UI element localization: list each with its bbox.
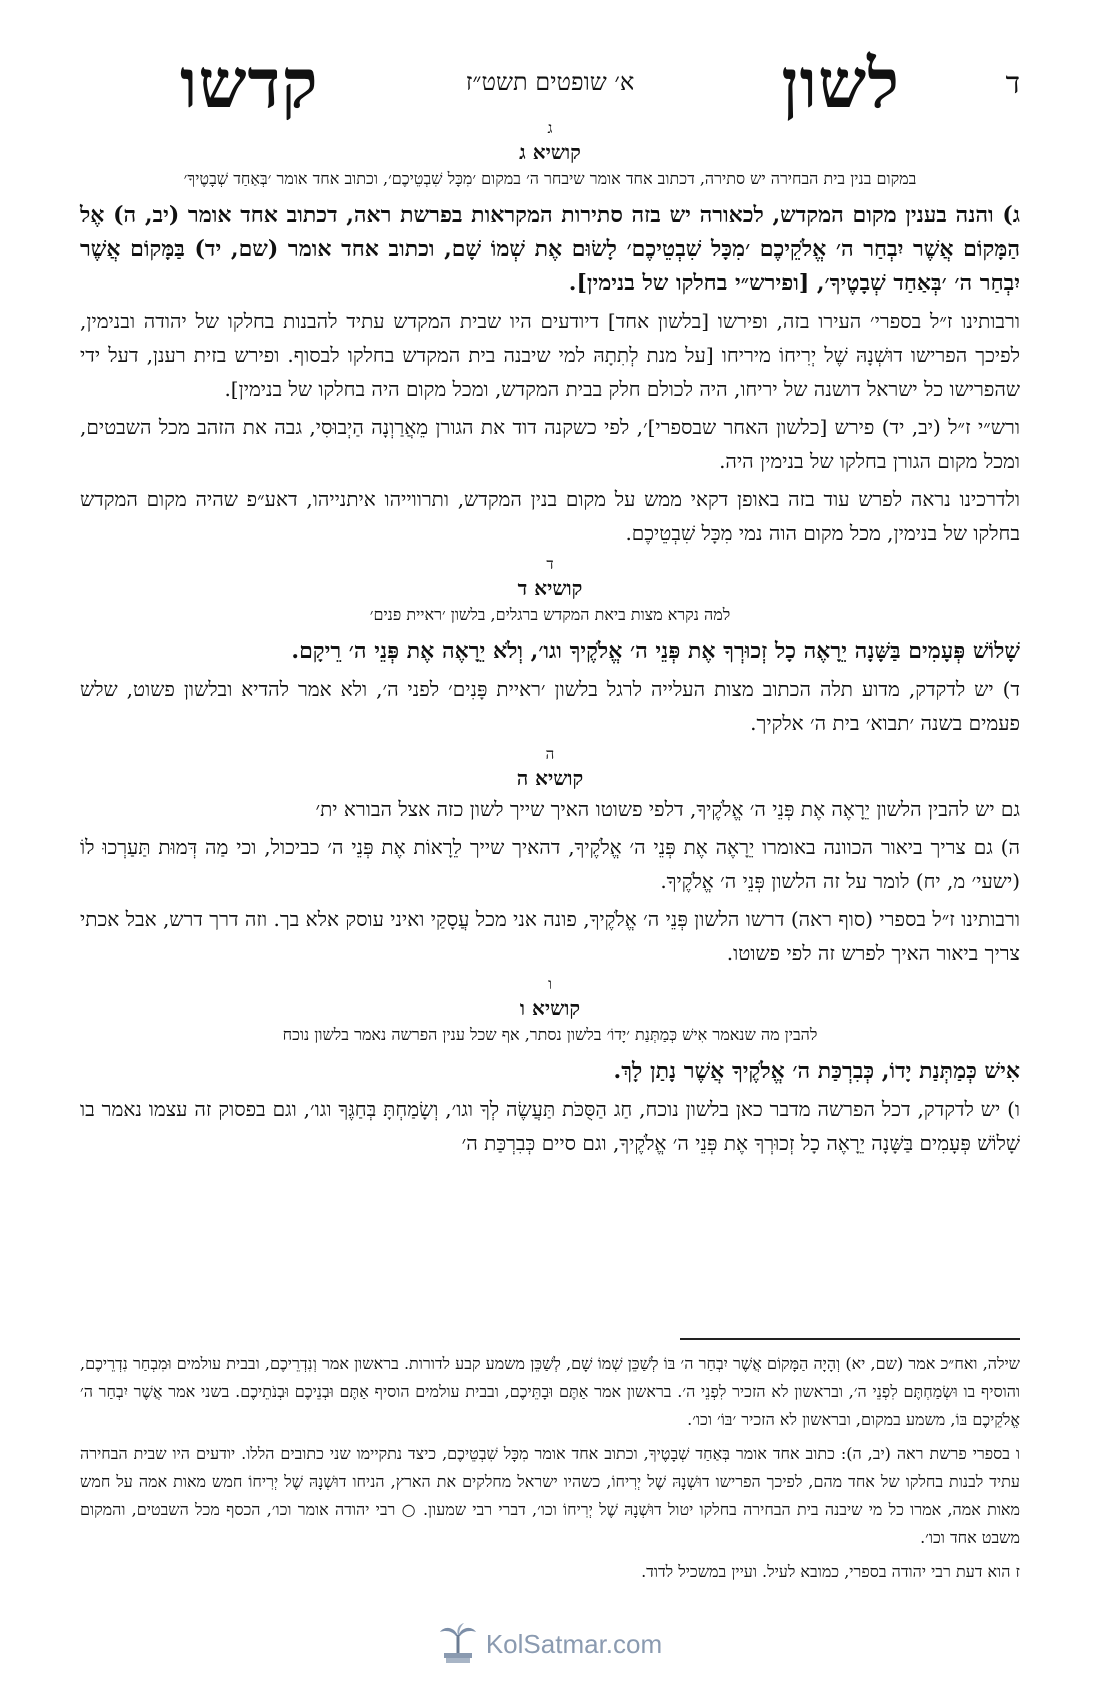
paragraph: ורש״י ז״ל (יב, יד) פירש [כלשון האחר שבספרי]׳, לפי כשקנה דוד את הגורן מֵאֲרַוְנָה הַיְבוּסִי, גבה את הזהב מכל השבטים, ומכל מקום הגורן בחלקו של בנימין היה.	[80, 415, 1020, 473]
paragraph: ד) יש לדקדק, מדוע תלה הכתוב מצות העלייה לרגל בלשון ׳ראיית פָּנִים׳ לפני ה׳, ולא אמר להדיא ובלשון פשוט, שלש פעמים בשנה ׳תבוא׳ בית ה׳ אלקיך.	[80, 677, 1020, 735]
section-letter: ד	[546, 555, 554, 573]
section-title: קושיא ה	[516, 766, 584, 790]
header-title-left: קדשו	[180, 44, 319, 124]
section-letter: ג	[547, 119, 553, 137]
paragraph: ג) והנה בענין מקום המקדש, לכאורה יש בזה סתירות המקראות בפרשת ראה, דכתוב אחד אומר (יב, ה) אֶל הַמָּקוֹם אֲשֶׁר יִבְחַר ה׳ אֱלֹקֵיכֶם ׳מִכָּל שִׁבְטֵיכֶם׳ לָשׂוּם אֶת שְׁמוֹ שָׁם, וכתוב אחד אומר (שם, יד) בַּמָּקוֹם אֲשֶׁר יִבְחַר ה׳ ׳בְּאַחַד שְׁבָטֶיךָ׳, [ופירש״י בחלקו של בנימין].	[80, 202, 1020, 296]
footnote: ז הוא דעת רבי יהודה בספרי, כמובא לעיל. ועיין במשכיל לדוד.	[641, 1562, 1020, 1581]
section-subtitle: למה נקרא מצות ביאת המקדש ברגלים, בלשון ׳ראיית פנים׳	[369, 605, 731, 624]
section-6	[80, 974, 1020, 1160]
section-title: קושיא ג	[519, 140, 581, 164]
section-subtitle: להבין מה שנאמר אִישׁ כְּמַתְּנַת ׳יָדוֹ׳ בלשון נסתר, אף שכל ענין הפרשה נאמר בלשון נוכח	[282, 1025, 818, 1044]
page-number: ד	[1005, 66, 1020, 101]
footer	[0, 1622, 1100, 1670]
paragraph: ו) יש לדקדק, דכל הפרשה מדבר כאן בלשון נוכח, חַג הַסֻּכֹּת תַּעֲשֶׂה לְךָ וגו׳, וְשָׂמַחְתָּ בְּחַגֶּךָ וגו׳, וגם בפסוק זה עצמו נאמר בו שָׁלוֹשׁ פְּעָמִים בַּשָּׁנָה יֵרָאֶה כָל זְכוּרְךָ אֶת פְּנֵי ה׳ אֱלֹקֶיךָ, וגם סיים כְּבִרְכַּת ה׳	[80, 1097, 1020, 1155]
section-letter: ו	[548, 975, 552, 993]
footnote-divider	[680, 1338, 1020, 1340]
section-letter: ה	[545, 745, 555, 763]
verse-quote: אִישׁ כְּמַתְּנַת יָדוֹ, כְּבִרְכַּת ה׳ אֱלֹקֶיךָ אֲשֶׁר נָתַן לָךְ.	[613, 1058, 1020, 1084]
header-title-right: לשון	[781, 44, 900, 124]
paragraph: ורבותינו ז״ל בספרי (סוף ראה) דרשו הלשון פְּנֵי ה׳ אֱלֹקֶיךָ, פונה אני מכל עֲסָקַי ואיני עוסק אלא בך. וזה דרך דרש, אבל אכתי צריך ביאור האיך לפרש זה לפי פשוטו.	[80, 907, 1020, 965]
paragraph: גם יש להבין הלשון יֵרָאֶה אֶת פְּנֵי ה׳ אֱלֹקֶיךָ, דלפי פשוטו האיך שייך לשון כזה אצל הבורא ית׳	[315, 797, 1020, 821]
palm-tree-book-icon	[438, 1622, 478, 1666]
paragraph: ולדרכינו נראה לפרש עוד בזה באופן דקאי ממש על מקום בנין המקדש, ותרווייהו איתנייהו, דאע״פ שהיה מקום המקדש בחלקו של בנימין, מכל מקום הוה נמי מִכָּל שִׁבְטֵיכֶם.	[80, 487, 1020, 545]
section-5	[80, 744, 1020, 970]
section-title: קושיא ד	[517, 576, 583, 600]
footnote: ו בספרי פרשת ראה (יב, ה): כתוב אחד אומר בְּאַחַד שְׁבָטֶיךָ, וכתוב אחד אומר מִכָּל שִׁבְטֵיכֶם, כיצד נתקיימו שני כתובים הללו. יודעים היו שבית הבחירה עתיד לבנות בחלקו של אחד מהם, לפיכך הפרישו דוּשְׁנָהּ שֶׁל יְרִיחוֹ, כשהיו ישראל מחלקים את הארץ, הניחו דוּשְׁנָהּ שֶׁל יְרִיחוֹ חמש מאות אמה על חמש מאות אמה, אמרו כל מי שיבנה בית הבחירה בחלקו יטול דוּשְׁנָהּ שֶׁל יְרִיחוֹ וכו׳, דברי רבי שמעון. ○ רבי יהודה אומר וכו׳, הכסף מכל השבטים, והמקום משבט אחד וכו׳.	[80, 1444, 1021, 1547]
verse-quote: שָׁלוֹשׁ פְּעָמִים בַּשָּׁנָה יֵרָאֶה כָל זְכוּרְךָ אֶת פְּנֵי ה׳ אֱלֹקֶיךָ וגו׳, וְלֹא יֵרָאֶה אֶת פְּנֵי ה׳ רֵיקָם.	[291, 638, 1020, 664]
footnotes	[80, 1350, 1020, 1592]
main-text	[80, 118, 1020, 1164]
site-logo[interactable]	[438, 1622, 662, 1666]
section-4	[80, 554, 1020, 740]
header-date: א׳ שופטים תשט״ז	[465, 68, 635, 96]
section-subtitle: במקום בנין בית הבחירה יש סתירה, דכתוב אחד אומר שיבחר ה׳ במקום ׳מִכָּל שִׁבְטֵיכֶם׳, וכתוב אחד אומר ׳בְּאַחַד שְׁבָטֶיךָ׳	[183, 169, 917, 188]
section-title: קושיא ו	[519, 996, 581, 1020]
paragraph: ורבותינו ז״ל בספרי׳ העירו בזה, ופירשו [בלשון אחד] דיודעים היו שבית המקדש עתיד להבנות בחלקו של יהודה ובנימין, לפיכך הפרישו דוּשְׁנָהּ שֶׁל יְרִיחוֹ מיריחו [על מנת לְתִתָהּ למי שיבנה בית המקדש בחלקו לבסוף. ופירש בזית רענן, דעל ידי שהפרישו כל ישראל דושנה של יריחו, היה לכולם חלק בבית המקדש, ומכל מקום היה בחלקו של בנימין].	[80, 309, 1020, 401]
site-name: KolSatmar.com	[485, 1628, 663, 1659]
paragraph: ה) גם צריך ביאור הכוונה באומרו יֵרָאֶה אֶת פְּנֵי ה׳ אֱלֹקֶיךָ, דהאיך שייך לֵרָאוֹת אֶת פְּנֵי ה׳ כביכול, וכי מַה דְּמוּת תַּעַרְכוּ לוֹ (ישעי׳ מ, יח) לומר על זה הלשון פְּנֵי ה׳ אֱלֹקֶיךָ.	[80, 835, 1020, 893]
section-3	[80, 118, 1020, 550]
footnote: שילה, ואח״כ אמר (שם, יא) וְהָיָה הַמָּקוֹם אֲשֶׁר יִבְחַר ה׳ בּוֹ לְשַׁכֵּן שְׁמוֹ שָׁם, לְשַׁכֵּן משמע קבע לדורות. בראשון אמר וְנִדְרֵיכֶם, ובבית עולמים וּמִבְחַר נִדְרֵיכֶם, והוסיף בו וּשְׂמַחְתֶּם לִפְנֵי ה׳, ובראשון לא הזכיר לִפְנֵי ה׳. בראשון אמר אַתֶּם וּבָתֵּיכֶם, ובבית עולמים הוסיף אַתֶּם וּבְנֵיכֶם וּבְנֹתֵיכֶם. בשני אמר אֲשֶׁר יִבְחַר ה׳ אֱלֹקֵיכֶם בּוֹ, משמע במקום, ובראשון לא הזכיר ׳בּוֹ׳ וכו׳.	[80, 1354, 1020, 1429]
